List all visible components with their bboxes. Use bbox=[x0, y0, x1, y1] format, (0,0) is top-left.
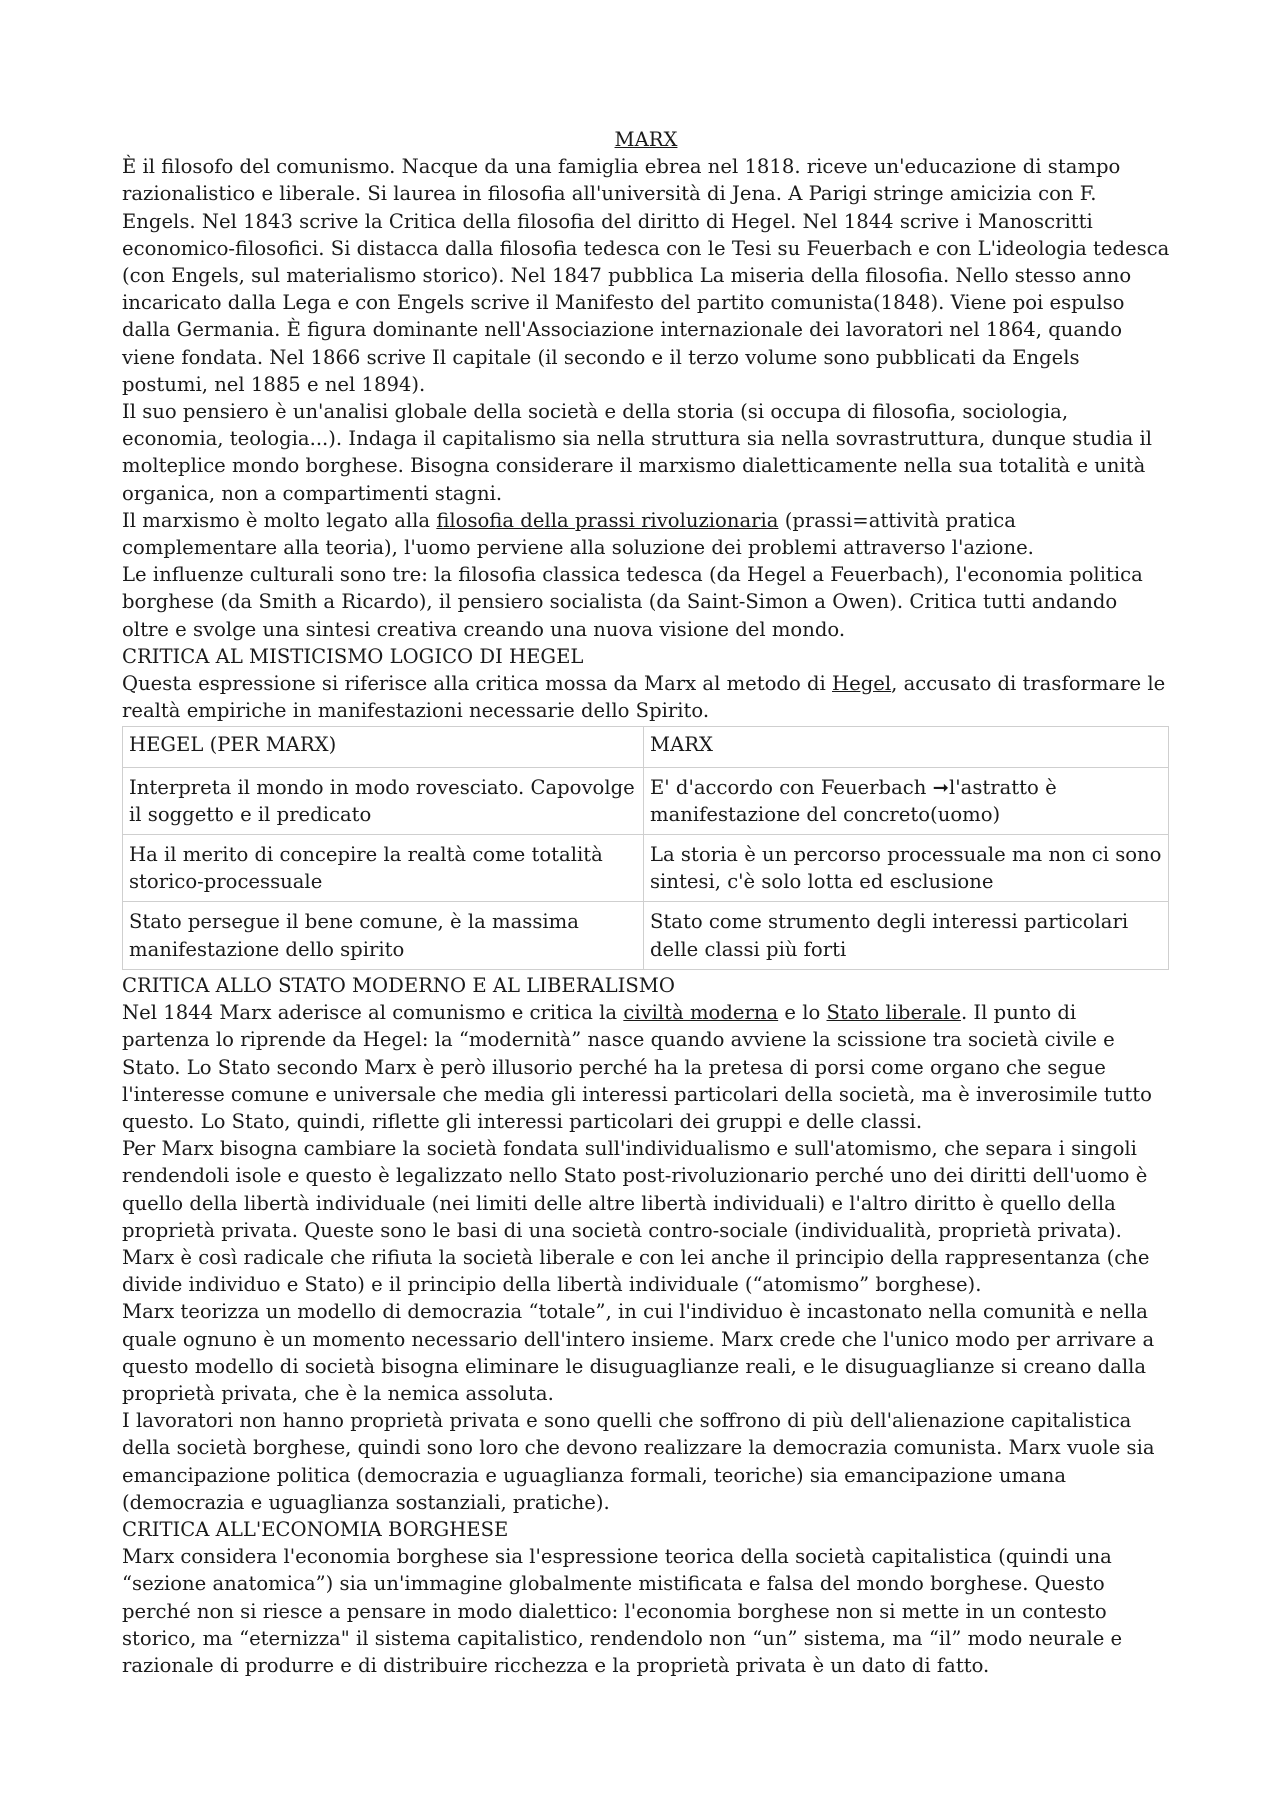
state-p1-before: Nel 1844 Marx aderisce al comunismo e critica la bbox=[122, 1001, 624, 1025]
state-paragraph-2: Per Marx bisogna cambiare la società fondata sull'individualismo e sull'atomismo, che separa i singoli rendendoli isole e questo è legalizzato nello Stato post-rivoluzionario perché uno dei diritti dell'uomo è quello della libertà individuale (nei limiti delle altre libertà individuali) e l'altro diritto è quello della proprietà privata. Queste sono le basi di una società contro-sociale (individualità, proprietà privata). bbox=[122, 1137, 1148, 1242]
table-cell: Stato persegue il bene comune, è la massima manifestazione dello spirito bbox=[123, 902, 644, 969]
state-paragraph-5: I lavoratori non hanno proprietà privata e sono quelli che soffrono di più dell'alienazione capitalistica della società borghese, quindi sono loro che devono realizzare la democrazia comunista. Marx vuole sia emancipazione politica (democrazia e uguaglianza formali, teoriche) sia emancipazione umana (democrazia e uguaglianza sostanziali, pratiche). bbox=[122, 1409, 1155, 1514]
table-header-marx: MARX bbox=[644, 727, 1169, 767]
hegel-intro-paragraph bbox=[122, 670, 1170, 724]
table-cell: Stato come strumento degli interessi particolari delle classi più forti bbox=[644, 902, 1169, 969]
table-header-hegel: HEGEL (PER MARX) bbox=[123, 727, 644, 767]
table-cell: La storia è un percorso processuale ma non ci sono sintesi, c'è solo lotta ed esclusione bbox=[644, 835, 1169, 902]
state-p1-after: . Il punto di partenza lo riprende da Hegel: la “modernità” nasce quando avviene la scissione tra società civile e Stato. Lo Stato secondo Marx è però illusorio perché ha la pretesa di porsi come organo che segue l'interesse comune e universale che media gli interessi particolari della società, ma è inverosimile tutto questo. Lo Stato, quindi, riflette gli interessi particolari dei gruppi e delle classi. bbox=[122, 1001, 1152, 1133]
influences-paragraph: Le influenze culturali sono tre: la filosofia classica tedesca (da Hegel a Feuerbach), l'economia politica borghese (da Smith a Ricardo), il pensiero socialista (da Saint-Simon a Owen). Critica tutti andando oltre e svolge una sintesi creativa creando una nuova visione del mondo. bbox=[122, 563, 1143, 641]
praxis-paragraph bbox=[122, 507, 1170, 561]
state-paragraph-3: Marx è così radicale che rifiuta la società liberale e con lei anche il principio della rappresentanza (che divide individuo e Stato) e il principio della libertà individuale (“atomismo” borghese). bbox=[122, 1245, 1150, 1297]
praxis-text-before: Il marxismo è molto legato alla bbox=[122, 508, 437, 532]
table-cell: Interpreta il mondo in modo rovesciato. Capovolge il soggetto e il predicato bbox=[123, 767, 644, 834]
praxis-text-after: (prassi=attività pratica complementare alla teoria), l'uomo perviene alla soluzione dei problemi attraverso l'azione. bbox=[122, 508, 1034, 560]
economy-paragraph-1: Marx considera l'economia borghese sia l'espressione teorica della società capitalistica (quindi una “sezione anatomica”) sia un'immagine globalmente mistificata e falsa del mondo borghese. Questo perché non si riesce a pensare in modo dialettico: l'economia borghese non si mette in un contesto storico, ma “eternizza" il sistema capitalistico, rendendolo non “un” sistema, ma “il” modo neurale e razionale di produrre e di distribuire ricchezza e la proprietà privata è un dato di fatto. bbox=[122, 1545, 1123, 1677]
civilta-moderna-link[interactable]: civiltà moderna bbox=[623, 1001, 779, 1025]
comparison-table bbox=[122, 726, 1169, 969]
state-paragraph-1 bbox=[122, 999, 1170, 1135]
page-title: MARX bbox=[614, 128, 678, 151]
section-heading-state: CRITICA ALLO STATO MODERNO E AL LIBERALISMO bbox=[122, 973, 675, 997]
document-page bbox=[122, 126, 1170, 1679]
state-p1-middle: e lo bbox=[778, 1001, 827, 1025]
hegel-link[interactable]: Hegel bbox=[832, 672, 892, 696]
table-row bbox=[123, 902, 1169, 969]
section-heading-economy: CRITICA ALL'ECONOMIA BORGHESE bbox=[122, 1517, 509, 1541]
table-cell: E' d'accordo con Feuerbach ➞l'astratto è manifestazione del concreto(uomo) bbox=[644, 767, 1169, 834]
stato-liberale-link[interactable]: Stato liberale bbox=[826, 1001, 961, 1025]
table-row bbox=[123, 767, 1169, 834]
table-cell: Ha il merito di concepire la realtà come totalità storico-processuale bbox=[123, 835, 644, 902]
hegel-intro-before: Questa espressione si riferisce alla critica mossa da Marx al metodo di bbox=[122, 672, 833, 696]
table-row bbox=[123, 835, 1169, 902]
section-heading-hegel: CRITICA AL MISTICISMO LOGICO DI HEGEL bbox=[122, 644, 584, 668]
table-header-row bbox=[123, 727, 1169, 767]
hegel-intro-after: , accusato di trasformare le realtà empiriche in manifestazioni necessarie dello Spirito. bbox=[122, 672, 1166, 723]
state-paragraph-4: Marx teorizza un modello di democrazia “totale”, in cui l'individuo è incastonato nella comunità e nella quale ognuno è un momento necessario dell'intero insieme. Marx crede che l'unico modo per arrivare a questo modello di società bisogna eliminare le disuguaglianze reali, e le disuguaglianze si creano dalla proprietà privata, che è la nemica assoluta. bbox=[122, 1300, 1155, 1405]
intro-paragraph-2: Il suo pensiero è un'analisi globale della società e della storia (si occupa di filosofia, sociologia, economia, teologia...). Indaga il capitalismo sia nella struttura sia nella sovrastruttura, dunque studia il molteplice mondo borghese. Bisogna considerare il marxismo dialetticamente nella sua totalità e unità organica, non a compartimenti stagni. bbox=[122, 400, 1153, 505]
intro-paragraph-1: È il filosofo del comunismo. Nacque da una famiglia ebrea nel 1818. riceve un'educazione di stampo razionalistico e liberale. Si laurea in filosofia all'università di Jena. A Parigi stringe amicizia con F. Engels. Nel 1843 scrive la Critica della filosofia del diritto di Hegel. Nel 1844 scrive i Manoscritti economico-filosofici. Si distacca dalla filosofia tedesca con le Tesi su Feuerbach e con L'ideologia tedesca (con Engels, sul materialismo storico). Nel 1847 pubblica La miseria della filosofia. Nello stesso anno incaricato dalla Lega e con Engels scrive il Manifesto del partito comunista(1848). Viene poi espulso dalla Germania. È figura dominante nell'Associazione internazionale dei lavoratori nel 1864, quando viene fondata. Nel 1866 scrive Il capitale (il secondo e il terzo volume sono pubblicati da Engels postumi, nel 1885 e nel 1894). bbox=[122, 155, 1170, 396]
praxis-link[interactable]: filosofia della prassi rivoluzionaria bbox=[436, 508, 779, 532]
